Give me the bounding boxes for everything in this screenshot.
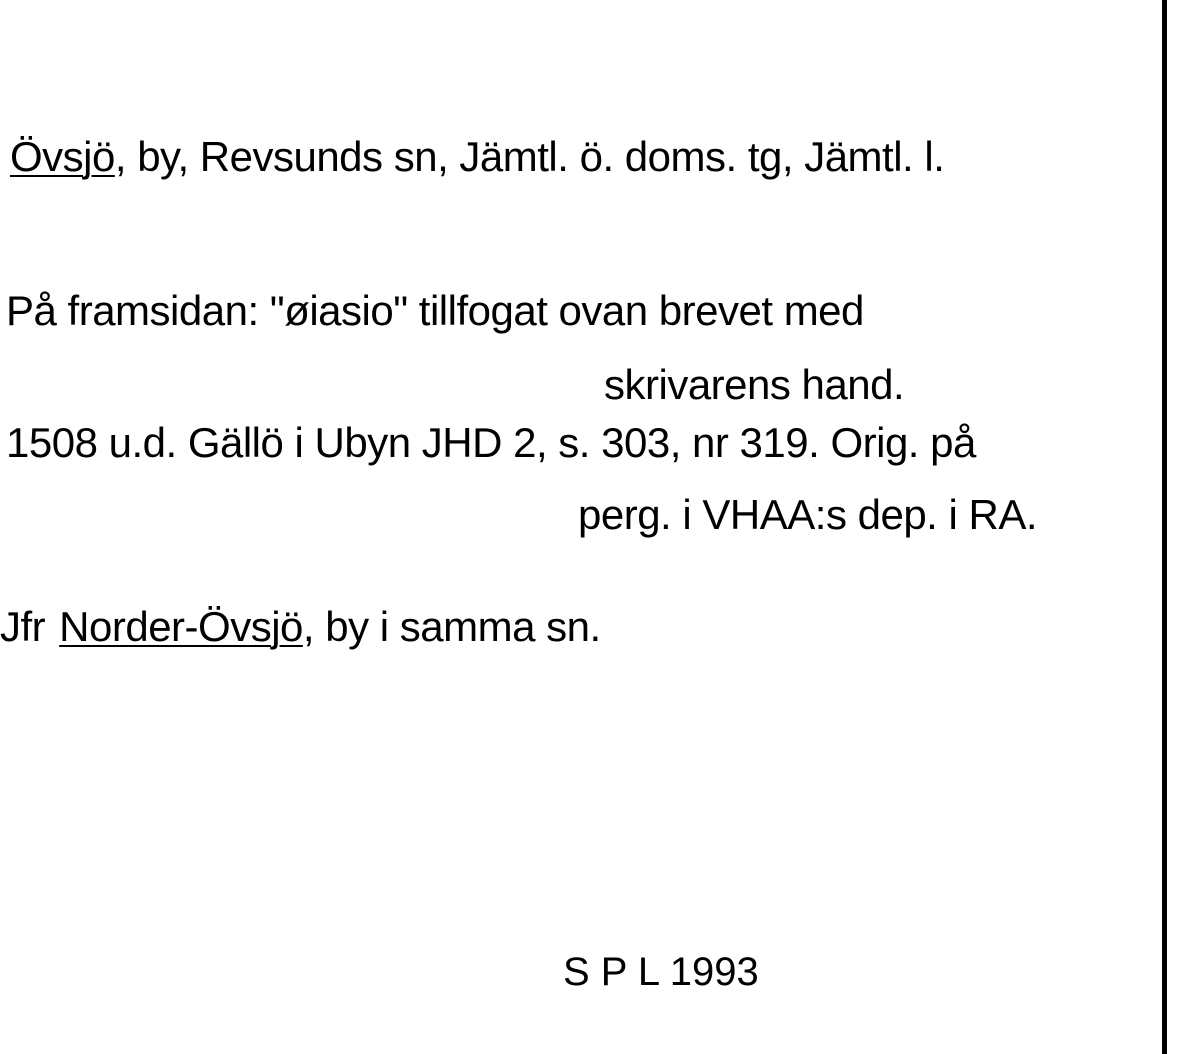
place-name: Övsjö (10, 133, 115, 180)
note-line-2: skrivarens hand. (604, 361, 905, 408)
cross-reference (0, 603, 601, 650)
source-line-1: 1508 u.d. Gällö i Ubyn JHD 2, s. 303, nr 319. Orig. på (6, 419, 976, 466)
reference-place-name: Norder-Övsjö (59, 603, 303, 650)
reference-description: , by i samma sn. (302, 603, 601, 650)
source-line-2: perg. i VHAA:s dep. i RA. (578, 491, 1038, 538)
note-line-1: På framsidan: "øiasio" tillfogat ovan brevet med (6, 287, 864, 334)
card-edge-line (1162, 0, 1167, 1054)
card-heading (10, 133, 945, 180)
reference-prefix: Jfr (0, 603, 46, 650)
signature: S P L 1993 (563, 950, 759, 994)
place-description: , by, Revsunds sn, Jämtl. ö. doms. tg, Jämtl. l. (114, 133, 945, 180)
